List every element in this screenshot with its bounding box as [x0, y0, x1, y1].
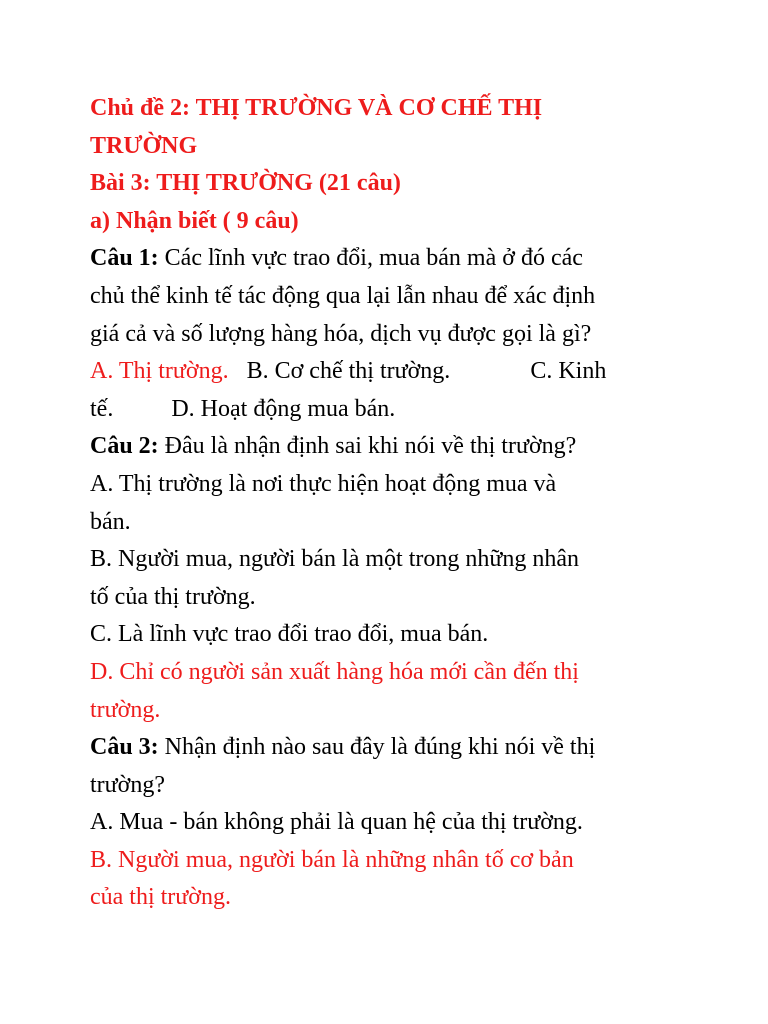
question-1-text-line1: Các lĩnh vực trao đổi, mua bán mà ở đó các — [158, 245, 583, 272]
question-1-option-b: B. Cơ chế thị trường. — [246, 358, 451, 385]
question-3-text-line2: trường? — [90, 771, 166, 798]
question-3-option-a: A. Mua - bán không phải là quan hệ của thị trường. — [90, 809, 583, 836]
question-2-option-a-line1: A. Thị trường là nơi thực hiện hoạt động mua và — [90, 470, 557, 497]
question-1-option-a: A. Thị trường. — [90, 358, 229, 385]
question-2-line1 — [90, 428, 690, 466]
question-1-option-d: D. Hoạt động mua bán. — [171, 395, 396, 422]
question-2-text: Đâu là nhận định sai khi nói về thị trường? — [158, 433, 577, 460]
topic-title-line1: Chủ đề 2: THỊ TRƯỜNG VÀ CƠ CHẾ THỊ — [90, 95, 543, 121]
document-page — [90, 90, 690, 917]
question-2-option-d-line1: D. Chỉ có người sản xuất hàng hóa mới cần đến thị — [90, 658, 579, 685]
question-3-option-b-line1: B. Người mua, người bán là những nhân tố cơ bản — [90, 846, 574, 873]
topic-title-line2: TRƯỜNG — [90, 132, 198, 159]
question-1-option-c: C. Kinh — [530, 358, 607, 385]
lesson-title: Bài 3: THỊ TRƯỜNG (21 câu) — [90, 170, 401, 197]
question-2-option-b-line1: B. Người mua, người bán là một trong những nhân — [90, 546, 580, 573]
question-1-options-row2 — [90, 391, 690, 429]
question-2-option-a-line2: bán. — [90, 508, 131, 535]
question-2-option-d-line2: trường. — [90, 696, 161, 723]
question-1-text-line2: chủ thể kinh tế tác động qua lại lẫn nhau để xác định — [90, 282, 596, 309]
question-2-option-c: C. Là lĩnh vực trao đổi trao đổi, mua bán. — [90, 621, 489, 648]
question-1-text-line3: giá cả và số lượng hàng hóa, dịch vụ được gọi là gì? — [90, 320, 592, 347]
question-3-line1 — [90, 729, 690, 767]
question-3-text-line1: Nhận định nào sau đây là đúng khi nói về thị — [158, 734, 596, 761]
question-1-line1 — [90, 240, 690, 278]
question-3-label: Câu 3: — [90, 734, 159, 761]
question-3-option-b-line2: của thị trường. — [90, 884, 231, 911]
question-1-label: Câu 1: — [90, 245, 159, 272]
question-1-options-row1 — [90, 353, 690, 391]
section-title: a) Nhận biết ( 9 câu) — [90, 207, 299, 234]
question-2-label: Câu 2: — [90, 433, 159, 460]
question-2-option-b-line2: tố của thị trường. — [90, 583, 256, 610]
question-1-option-c-cont: tế. — [90, 395, 114, 422]
